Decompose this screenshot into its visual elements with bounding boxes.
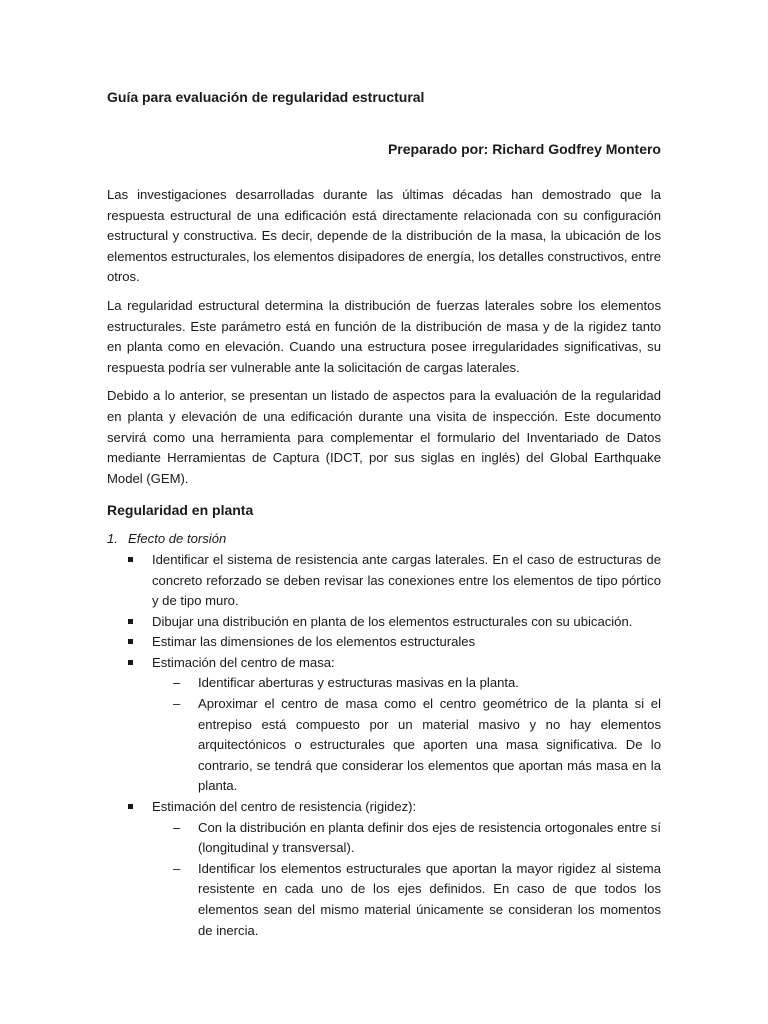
- list-item-torsion-effect: [107, 529, 661, 550]
- document-body: [107, 185, 661, 941]
- square-bullet-icon: [128, 639, 133, 644]
- bullet-text: Dibujar una distribución en planta de los elementos estructurales con su ubicación.: [152, 613, 633, 629]
- document-author: Preparado por: Richard Godfrey Montero: [387, 141, 661, 157]
- bullet-item: [152, 632, 661, 653]
- dash-bullet-icon: –: [173, 696, 181, 712]
- square-bullet-icon: [128, 804, 133, 809]
- bullet-item: [152, 550, 661, 612]
- bullet-list: [107, 550, 661, 941]
- dash-text: Aproximar el centro de masa como el centro geométrico de la planta si el entrepiso está compuesto por un material masivo y no hay elementos arquitectónicos o estructurales que aporten una masa significativa. De lo contrario, se tendrá que considerar los elementos que aportan más masa en la planta.: [198, 696, 661, 794]
- square-bullet-icon: [128, 660, 133, 665]
- dash-bullet-icon: –: [173, 819, 181, 835]
- dash-bullet-icon: –: [173, 675, 181, 691]
- square-bullet-icon: [128, 557, 133, 562]
- dash-item: [173, 859, 661, 941]
- dash-item: [173, 673, 661, 694]
- dash-list-mass-center: [152, 673, 661, 797]
- dash-text: Identificar los elementos estructurales que aportan la mayor rigidez al sistema resistente en cada uno de los ejes definidos. En caso de que todos los elementos sean del mismo material únicamente se consideran los momentos de inercia.: [198, 860, 661, 938]
- document-page: [107, 88, 661, 938]
- bullet-text: Identificar el sistema de resistencia ante cargas laterales. En el caso de estructuras de concreto reforzado se deben revisar las conexiones entre los elementos de tipo pórtico y de tipo muro.: [152, 551, 661, 609]
- document-title: Guía para evaluación de regularidad estructural: [107, 89, 425, 105]
- dash-list-stiffness-center: [152, 818, 661, 942]
- bullet-text: Estimar las dimensiones de los elementos estructurales: [152, 634, 476, 650]
- dash-text: Con la distribución en planta definir dos ejes de resistencia ortogonales entre sí (longitudinal y transversal).: [198, 819, 661, 856]
- list-item-title: Efecto de torsión: [128, 531, 227, 547]
- paragraph-regularity: La regularidad estructural determina la distribución de fuerzas laterales sobre los elementos estructurales. Este parámetro está en función de la distribución de masa y de la rigidez tanto en planta como en elevación. Cuando una estructura posee irregularidades significativas, su respuesta podría ser vulnerable ante la solicitación de cargas laterales.: [107, 297, 661, 375]
- dash-text: Identificar aberturas y estructuras masivas en la planta.: [198, 675, 519, 691]
- list-item-number: 1.: [107, 531, 118, 547]
- square-bullet-icon: [128, 619, 133, 624]
- bullet-item: [152, 612, 661, 633]
- dash-item: [173, 694, 661, 797]
- bullet-text: Estimación del centro de resistencia (rigidez):: [152, 799, 417, 815]
- section-heading-plan-regularity: Regularidad en planta: [107, 502, 254, 519]
- paragraph-intro: Las investigaciones desarrolladas durante las últimas décadas han demostrado que la respuesta estructural de una edificación está directamente relacionada con su configuración estructural y constructiva. Es decir, depende de la distribución de la masa, la ubicación de los elementos estructurales, los elementos disipadores de energía, los detalles constructivos, entre otros.: [107, 187, 661, 285]
- bullet-item: [152, 653, 661, 797]
- bullet-item: [152, 797, 661, 941]
- dash-item: [173, 818, 661, 859]
- paragraph-purpose: Debido a lo anterior, se presentan un listado de aspectos para la evaluación de la regularidad en planta y elevación de una edificación durante una visita de inspección. Este documento servirá como una herramienta para complementar el formulario del Inventariado de Datos mediante Herramientas de Captura (IDCT, por sus siglas en inglés) del Global Earthquake Model (GEM).: [107, 388, 661, 486]
- dash-bullet-icon: –: [173, 860, 181, 876]
- bullet-text: Estimación del centro de masa:: [152, 654, 335, 670]
